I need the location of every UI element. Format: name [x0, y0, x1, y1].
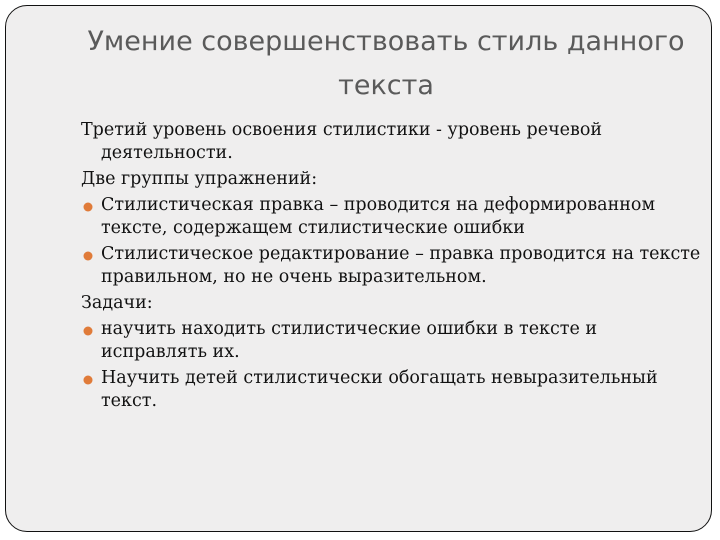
bullet-item-enrich-text — [81, 367, 701, 413]
bullet-icon — [83, 251, 93, 261]
bullet-item-find-errors — [81, 318, 701, 364]
paragraph-tasks: Задачи: — [81, 293, 153, 313]
bullet-item-stylistic-editing — [81, 243, 701, 289]
bullet-icon — [83, 326, 93, 336]
paragraph-level: Третий уровень освоения стилистики - уровень речевой деятельности. — [81, 120, 603, 163]
bullet-icon — [83, 375, 93, 385]
bullet-text: Научить детей стилистически обогащать невыразительный текст. — [101, 368, 658, 411]
bullet-text: Стилистическое редактирование – правка проводится на тексте правильном, но не очень выразительном. — [101, 244, 701, 287]
slide-body — [81, 119, 701, 416]
slide — [5, 5, 712, 532]
bullet-text: Стилистическая правка – проводится на деформированном тексте, содержащем стилистические ошибки — [101, 195, 656, 238]
bullet-icon — [83, 202, 93, 212]
slide-title: Умение совершенствовать стиль данного текста — [87, 26, 685, 101]
paragraph-groups: Две группы упражнений: — [81, 169, 318, 189]
bullet-item-stylistic-correction — [81, 194, 701, 240]
bullet-text: научить находить стилистические ошибки в тексте и исправлять их. — [101, 319, 598, 362]
